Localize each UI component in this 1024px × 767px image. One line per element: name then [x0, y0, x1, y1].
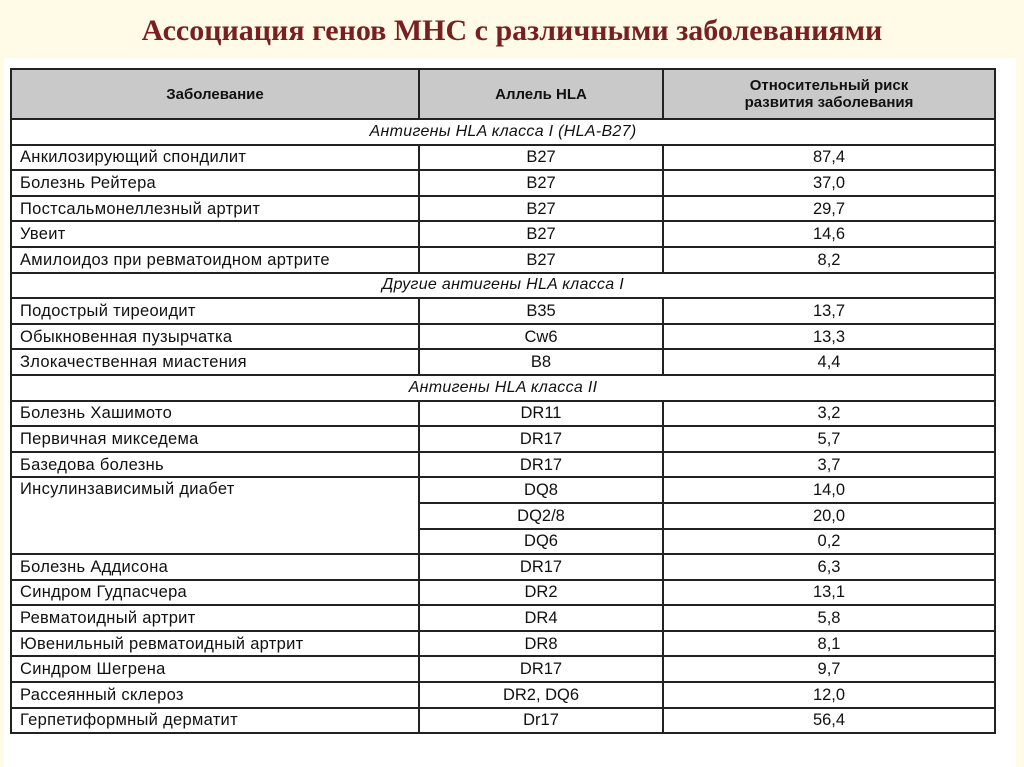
- section-label: Другие антигены HLA класса I: [11, 273, 995, 299]
- allele-cell: B27: [419, 247, 663, 273]
- risk-cell: 56,4: [663, 708, 995, 734]
- table-row: [11, 426, 995, 452]
- risk-cell: 37,0: [663, 170, 995, 196]
- section-header-row: [11, 375, 995, 401]
- disease-cell: Болезнь Рейтера: [11, 170, 419, 196]
- risk-cell: 3,2: [663, 401, 995, 427]
- risk-cell: 6,3: [663, 554, 995, 580]
- risk-cell: 13,1: [663, 580, 995, 606]
- table-header-row: [11, 69, 995, 119]
- risk-cell: 8,2: [663, 247, 995, 273]
- allele-cell: B35: [419, 298, 663, 324]
- risk-cell: 0,2: [663, 529, 995, 555]
- allele-cell: Dr17: [419, 708, 663, 734]
- header-allele: Аллель HLA: [419, 69, 663, 119]
- disease-cell: Рассеянный склероз: [11, 682, 419, 708]
- disease-cell: Синдром Шегрена: [11, 656, 419, 682]
- section-header-row: [11, 119, 995, 145]
- header-disease: Заболевание: [11, 69, 419, 119]
- disease-cell: Злокачественная миастения: [11, 349, 419, 375]
- allele-cell: DR2, DQ6: [419, 682, 663, 708]
- allele-cell: B27: [419, 196, 663, 222]
- allele-cell: B27: [419, 221, 663, 247]
- header-risk: [663, 69, 995, 119]
- table-row: [11, 401, 995, 427]
- risk-cell: 12,0: [663, 682, 995, 708]
- allele-cell: DR17: [419, 452, 663, 478]
- table-row: [11, 708, 995, 734]
- disease-cell: Герпетиформный дерматит: [11, 708, 419, 734]
- risk-cell: 5,7: [663, 426, 995, 452]
- table-row: [11, 631, 995, 657]
- disease-cell: Постсальмонеллезный артрит: [11, 196, 419, 222]
- table-row: [11, 656, 995, 682]
- risk-cell: 29,7: [663, 196, 995, 222]
- disease-cell: Болезнь Хашимото: [11, 401, 419, 427]
- allele-cell: DQ6: [419, 529, 663, 555]
- risk-cell: 87,4: [663, 145, 995, 171]
- table-row: [11, 477, 995, 503]
- header-risk-label: Относительный риск развития заболевания: [744, 77, 914, 111]
- disease-cell: Увеит: [11, 221, 419, 247]
- section-label: Антигены HLA класса II: [11, 375, 995, 401]
- table-row: [11, 324, 995, 350]
- table-row: [11, 170, 995, 196]
- table-row: [11, 145, 995, 171]
- allele-cell: B8: [419, 349, 663, 375]
- allele-cell: DR17: [419, 656, 663, 682]
- risk-cell: 13,3: [663, 324, 995, 350]
- table-row: [11, 682, 995, 708]
- table-sheet: [4, 58, 1016, 767]
- risk-cell: 3,7: [663, 452, 995, 478]
- table-row: [11, 554, 995, 580]
- table-row: [11, 247, 995, 273]
- allele-cell: DQ2/8: [419, 503, 663, 529]
- allele-cell: DR2: [419, 580, 663, 606]
- disease-cell: Подострый тиреоидит: [11, 298, 419, 324]
- disease-cell: Синдром Гудпасчера: [11, 580, 419, 606]
- disease-cell: Ювенильный ревматоидный артрит: [11, 631, 419, 657]
- table-row: [11, 298, 995, 324]
- allele-cell: B27: [419, 170, 663, 196]
- allele-cell: DR17: [419, 554, 663, 580]
- disease-cell: Обыкновенная пузырчатка: [11, 324, 419, 350]
- risk-cell: 9,7: [663, 656, 995, 682]
- table-row: [11, 221, 995, 247]
- risk-cell: 8,1: [663, 631, 995, 657]
- disease-cell: Анкилозирующий спондилит: [11, 145, 419, 171]
- risk-cell: 4,4: [663, 349, 995, 375]
- table-row: [11, 580, 995, 606]
- section-header-row: [11, 273, 995, 299]
- hla-association-table: [10, 68, 996, 734]
- disease-cell: Базедова болезнь: [11, 452, 419, 478]
- table-row: [11, 349, 995, 375]
- page-title: Ассоциация генов МНС с различными заболеваниями: [141, 14, 883, 47]
- allele-cell: DR17: [419, 426, 663, 452]
- risk-cell: 14,0: [663, 477, 995, 503]
- disease-cell: Амилоидоз при ревматоидном артрите: [11, 247, 419, 273]
- allele-cell: DQ8: [419, 477, 663, 503]
- table-row: [11, 196, 995, 222]
- risk-cell: 14,6: [663, 221, 995, 247]
- allele-cell: Cw6: [419, 324, 663, 350]
- allele-cell: B27: [419, 145, 663, 171]
- disease-cell: Ревматоидный артрит: [11, 605, 419, 631]
- disease-cell: Болезнь Аддисона: [11, 554, 419, 580]
- allele-cell: DR8: [419, 631, 663, 657]
- risk-cell: 5,8: [663, 605, 995, 631]
- risk-cell: 20,0: [663, 503, 995, 529]
- allele-cell: DR4: [419, 605, 663, 631]
- disease-cell: Первичная микседема: [11, 426, 419, 452]
- table-row: [11, 605, 995, 631]
- section-label: Антигены HLA класса I (HLA-B27): [11, 119, 995, 145]
- allele-cell: DR11: [419, 401, 663, 427]
- disease-cell: Инсулинзависимый диабет: [11, 477, 419, 554]
- table-row: [11, 452, 995, 478]
- table-body: [11, 119, 995, 733]
- risk-cell: 13,7: [663, 298, 995, 324]
